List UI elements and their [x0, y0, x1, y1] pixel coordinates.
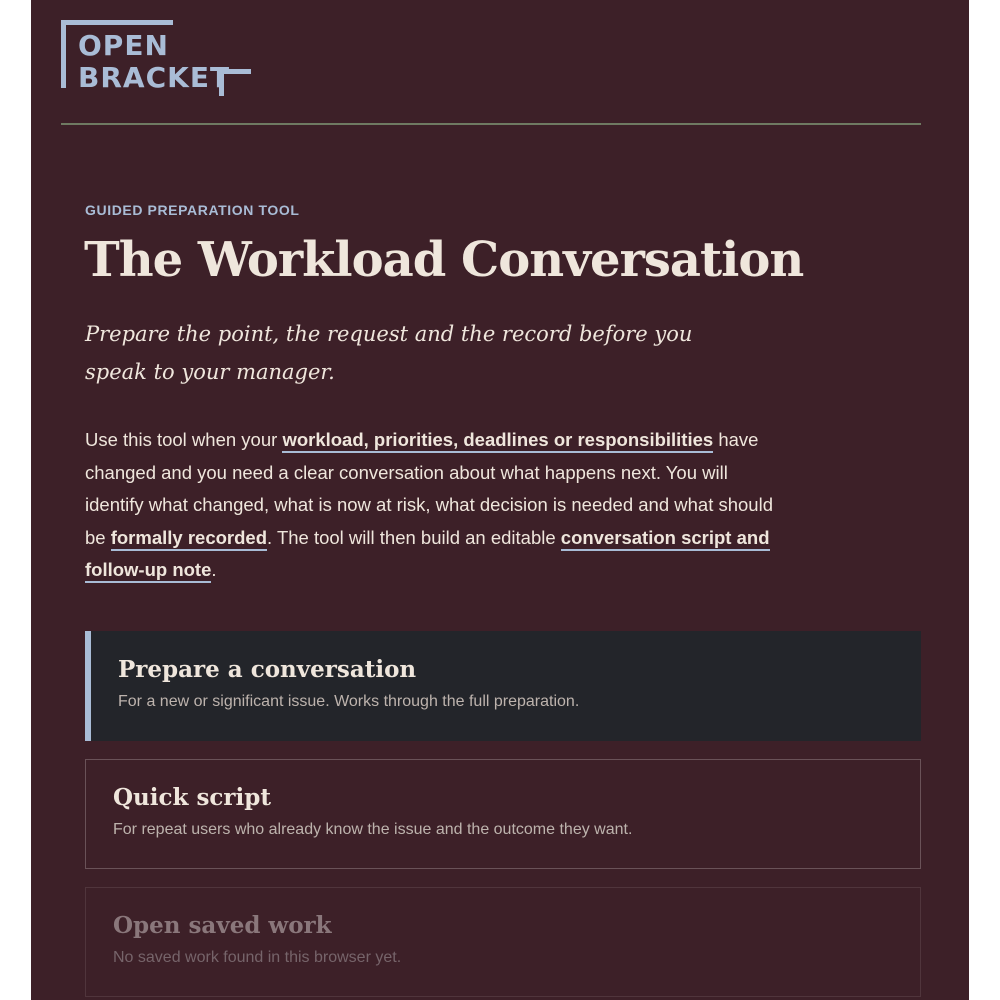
- prepare-conversation-option[interactable]: [85, 631, 921, 741]
- option-description: For repeat users who already know the issue and the outcome they want.: [113, 821, 633, 838]
- logo-text-open: OPEN: [78, 29, 169, 62]
- page-title: The Workload Conversation: [84, 232, 804, 288]
- option-title: Prepare a conversation: [118, 656, 417, 683]
- intro-text-1: Use this tool when your: [85, 429, 283, 450]
- intro-text-3: . The tool will then build an editable: [267, 526, 561, 548]
- intro-text-4: .: [211, 559, 217, 580]
- option-description: No saved work found in this browser yet.: [113, 949, 402, 966]
- intro-text-2: have changed and you need a clear conversation about what happens next. You will identify what changed, what is now at risk, what decision is needed and what should be: [85, 429, 773, 548]
- open-saved-work-option: [85, 887, 921, 997]
- page: [31, 0, 969, 1000]
- option-title: Open saved work: [113, 912, 332, 939]
- header-divider: [61, 123, 921, 125]
- open-bracket-logo[interactable]: [61, 20, 261, 100]
- intro-link-script[interactable]: conversation script and follow-up note: [85, 527, 770, 584]
- page-subtitle: Prepare the point, the request and the record before you speak to your manager.: [85, 322, 693, 384]
- option-title: Quick script: [113, 784, 271, 811]
- intro-link-workload[interactable]: workload, priorities, deadlines or responsibilities: [282, 429, 713, 453]
- intro-paragraph: [85, 424, 775, 587]
- option-description: For a new or significant issue. Works through the full preparation.: [118, 693, 580, 710]
- eyebrow-label: GUIDED PREPARATION TOOL: [85, 202, 300, 218]
- intro-link-formally-recorded[interactable]: formally recorded: [111, 527, 267, 551]
- quick-script-option[interactable]: [85, 759, 921, 869]
- logo-text-bracket: BRACKET: [78, 61, 231, 94]
